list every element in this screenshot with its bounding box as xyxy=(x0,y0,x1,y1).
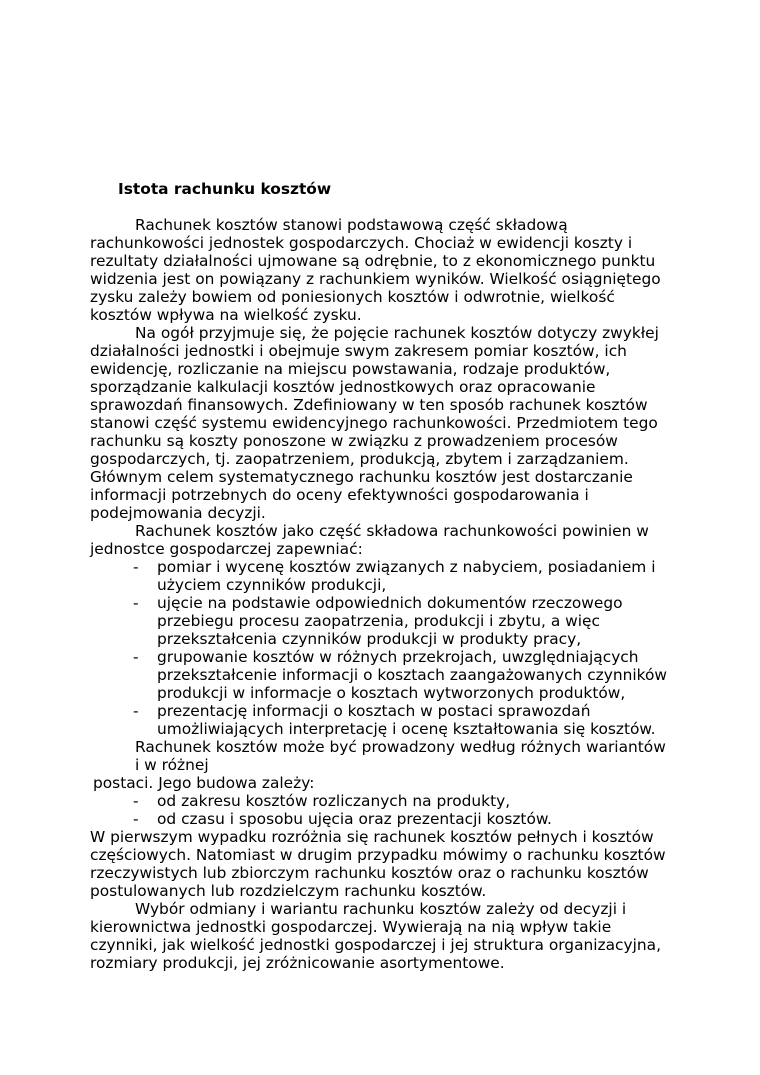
paragraph-first-line: Rachunek kosztów może być prowadzony według różnych wariantów xyxy=(135,738,666,756)
bullet-dash: - xyxy=(133,594,139,612)
text-line: ewidencję, rozliczanie na miejscu powstawania, rodzaje produktów, xyxy=(90,360,611,378)
document-body xyxy=(90,216,700,972)
paragraph-first-line: Rachunek kosztów stanowi podstawową część składową xyxy=(135,216,568,234)
text-line: jednostce gospodarczej zapewniać: xyxy=(90,540,363,558)
document-title: Istota rachunku kosztów xyxy=(118,180,332,198)
text-line: czynniki, jak wielkość jednostki gospodarczej i jej struktura organizacyjna, xyxy=(90,936,661,954)
bullet-text: od zakresu kosztów rozliczanych na produkty, xyxy=(157,792,511,810)
text-line: częściowych. Natomiast w drugim przypadku mówimy o rachunku kosztów xyxy=(90,846,666,864)
bullet-line xyxy=(90,810,700,828)
text-line: umożliwiających interpretację i ocenę kształtowania się kosztów. xyxy=(157,720,656,738)
bullet-line xyxy=(90,792,700,810)
text-line: kosztów wpływa na wielkość zysku. xyxy=(90,306,362,324)
bullet-dash: - xyxy=(133,792,139,810)
text-line: Głównym celem systematycznego rachunku kosztów jest dostarczanie xyxy=(90,468,633,486)
text-line: rachunkowości jednostek gospodarczych. Chociaż w ewidencji koszty i xyxy=(90,234,633,252)
text-line: informacji potrzebnych do oceny efektywności gospodarowania i xyxy=(90,486,589,504)
text-line: postulowanych lub rozdzielczym rachunku kosztów. xyxy=(90,882,487,900)
text-line: W pierwszym wypadku rozróżnia się rachunek kosztów pełnych i kosztów xyxy=(90,828,654,846)
text-line: kierownictwa jednostki gospodarczej. Wywierają na nią wpływ takie xyxy=(90,918,612,936)
bullet-text: prezentację informacji o kosztach w postaci sprawozdań xyxy=(157,702,591,720)
text-line: działalności jednostki i obejmuje swym zakresem pomiar kosztów, ich xyxy=(90,342,627,360)
text-line: stanowi część systemu ewidencyjnego rachunkowości. Przedmiotem tego xyxy=(90,414,658,432)
text-line: sporządzanie kalkulacji kosztów jednostkowych oraz opracowanie xyxy=(90,378,596,396)
bullet-line xyxy=(90,648,700,666)
text-line: rozmiary produkcji, jej zróżnicowanie asortymentowe. xyxy=(90,954,505,972)
bullet-dash: - xyxy=(133,810,139,828)
text-line: sprawozdań finansowych. Zdefiniowany w ten sposób rachunek kosztów xyxy=(90,396,648,414)
text-line: zysku zależy bowiem od poniesionych kosztów i odwrotnie, wielkość xyxy=(90,288,615,306)
text-line: podejmowania decyzji. xyxy=(90,504,266,522)
text-line: rezultaty działalności ujmowane są odrębnie, to z ekonomicznego punktu xyxy=(90,252,656,270)
text-line: przebiegu procesu zaopatrzenia, produkcji i zbytu, a więc xyxy=(157,612,600,630)
bullet-line xyxy=(90,594,700,612)
text-line: rachunku są koszty ponoszone w związku z prowadzeniem procesów xyxy=(90,432,618,450)
text-line: i w różnej xyxy=(135,756,209,774)
bullet-text: ujęcie na podstawie odpowiednich dokumentów rzeczowego xyxy=(157,594,623,612)
bullet-line xyxy=(90,702,700,720)
paragraph-first-line: Na ogół przyjmuje się, że pojęcie rachunek kosztów dotyczy zwykłej xyxy=(135,324,659,342)
bullet-text: grupowanie kosztów w różnych przekrojach, uwzględniających xyxy=(157,648,639,666)
text-line: przekształcenie informacji o kosztach zaangażowanych czynników xyxy=(157,666,668,684)
text-line: postaci. Jego budowa zależy: xyxy=(93,774,315,792)
text-line: przekształcenia czynników produkcji w produkty pracy, xyxy=(157,630,582,648)
bullet-dash: - xyxy=(133,702,139,720)
bullet-text: od czasu i sposobu ujęcia oraz prezentacji kosztów. xyxy=(157,810,552,828)
paragraph-first-line: Rachunek kosztów jako część składowa rachunkowości powinien w xyxy=(135,522,649,540)
text-line: rzeczywistych lub zbiorczym rachunku kosztów oraz o rachunku kosztów xyxy=(90,864,649,882)
text-line: produkcji w informacje o kosztach wytworzonych produktów, xyxy=(157,684,626,702)
bullet-dash: - xyxy=(133,558,139,576)
bullet-text: pomiar i wycenę kosztów związanych z nabyciem, posiadaniem i xyxy=(157,558,656,576)
paragraph-first-line: Wybór odmiany i wariantu rachunku kosztów zależy od decyzji i xyxy=(135,900,627,918)
bullet-line xyxy=(90,558,700,576)
text-line: użyciem czynników produkcji, xyxy=(157,576,387,594)
text-line: gospodarczych, tj. zaopatrzeniem, produkcją, zbytem i zarządzaniem. xyxy=(90,450,629,468)
text-line: widzenia jest on powiązany z rachunkiem wyników. Wielkość osiągniętego xyxy=(90,270,661,288)
bullet-dash: - xyxy=(133,648,139,666)
